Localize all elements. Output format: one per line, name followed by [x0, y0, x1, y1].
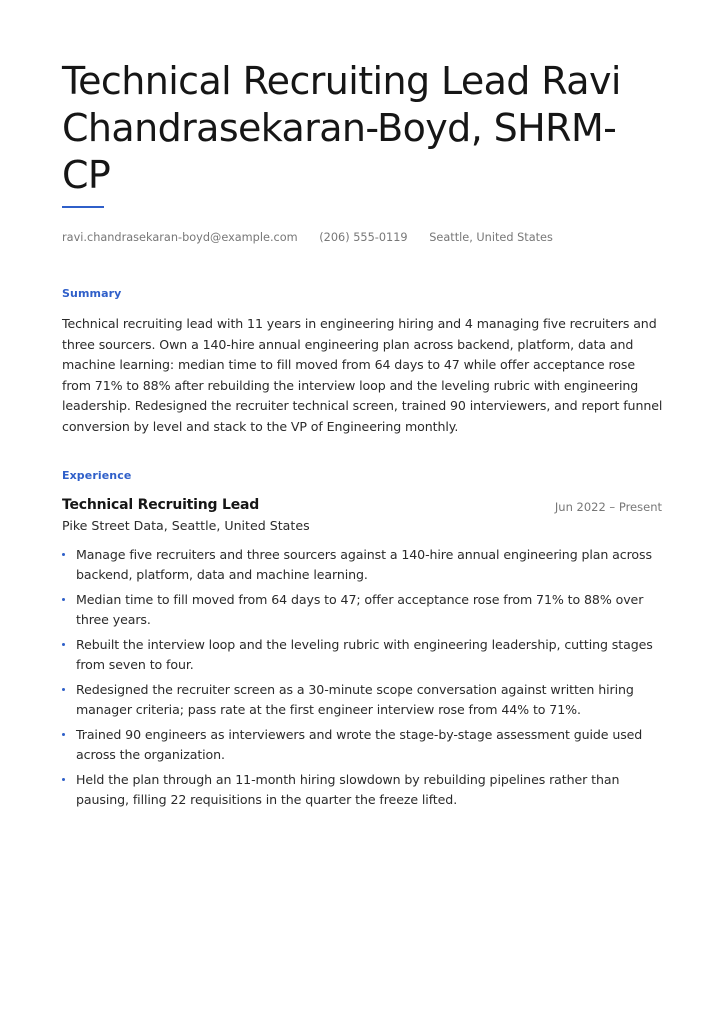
job-bullet-text: Median time to fill moved from 64 days to 47; offer acceptance rose from 71% to 88% over three years.	[76, 592, 644, 627]
bullet-dot-icon	[62, 643, 65, 646]
candidate-name: Technical Recruiting Lead Ravi Chandrasekaran-Boyd, SHRM-CP	[62, 59, 621, 197]
job-bullet-list	[62, 545, 662, 815]
job-bullet	[62, 680, 662, 720]
job-bullet	[62, 635, 662, 675]
job-bullet	[62, 770, 662, 810]
bullet-dot-icon	[62, 688, 65, 691]
job-bullet-text: Trained 90 engineers as interviewers and wrote the stage-by-stage assessment guide used across the organization.	[76, 727, 643, 762]
accent-divider	[62, 206, 104, 208]
bullet-dot-icon	[62, 778, 65, 781]
job-bullet-text: Rebuilt the interview loop and the leveling rubric with engineering leadership, cutting stages from seven to four.	[76, 637, 653, 672]
contact-line	[62, 231, 662, 244]
job-dates: Jun 2022 – Present	[554, 500, 662, 514]
job-bullet	[62, 590, 662, 630]
experience-heading: Experience	[62, 469, 132, 482]
summary-heading: Summary	[62, 287, 122, 300]
bullet-dot-icon	[62, 733, 65, 736]
contact-location: Seattle, United States	[429, 231, 553, 244]
job-bullet	[62, 545, 662, 585]
job-company: Pike Street Data, Seattle, United States	[62, 518, 310, 533]
summary-text: Technical recruiting lead with 11 years in engineering hiring and 4 managing five recruiters and three sourcers. Own a 140-hire annual engineering plan across backend, platform, data and machine learning: median time to fill moved from 64 days to 47 while offer acceptance rose from 71% to 88% after rebuilding the interview loop and the leveling rubric with engineering leadership. Redesigned the recruiter technical screen, trained 90 interviewers, and report funnel conversion by level and stack to the VP of Engineering monthly.	[62, 316, 663, 434]
contact-email: ravi.chandrasekaran-boyd@example.com	[62, 231, 298, 244]
job-bullet-text: Held the plan through an 11-month hiring slowdown by rebuilding pipelines rather than pausing, filling 22 requisitions in the quarter the freeze lifted.	[76, 772, 620, 807]
bullet-dot-icon	[62, 598, 65, 601]
job-bullet-text: Redesigned the recruiter screen as a 30-minute scope conversation against written hiring manager criteria; pass rate at the first engineer interview rose from 44% to 71%.	[76, 682, 634, 717]
contact-phone: (206) 555-0119	[319, 231, 408, 244]
bullet-dot-icon	[62, 553, 65, 556]
job-bullet	[62, 725, 662, 765]
job-bullet-text: Manage five recruiters and three sourcers against a 140-hire annual engineering plan across backend, platform, data and machine learning.	[76, 547, 652, 582]
job-title: Technical Recruiting Lead	[62, 497, 260, 513]
